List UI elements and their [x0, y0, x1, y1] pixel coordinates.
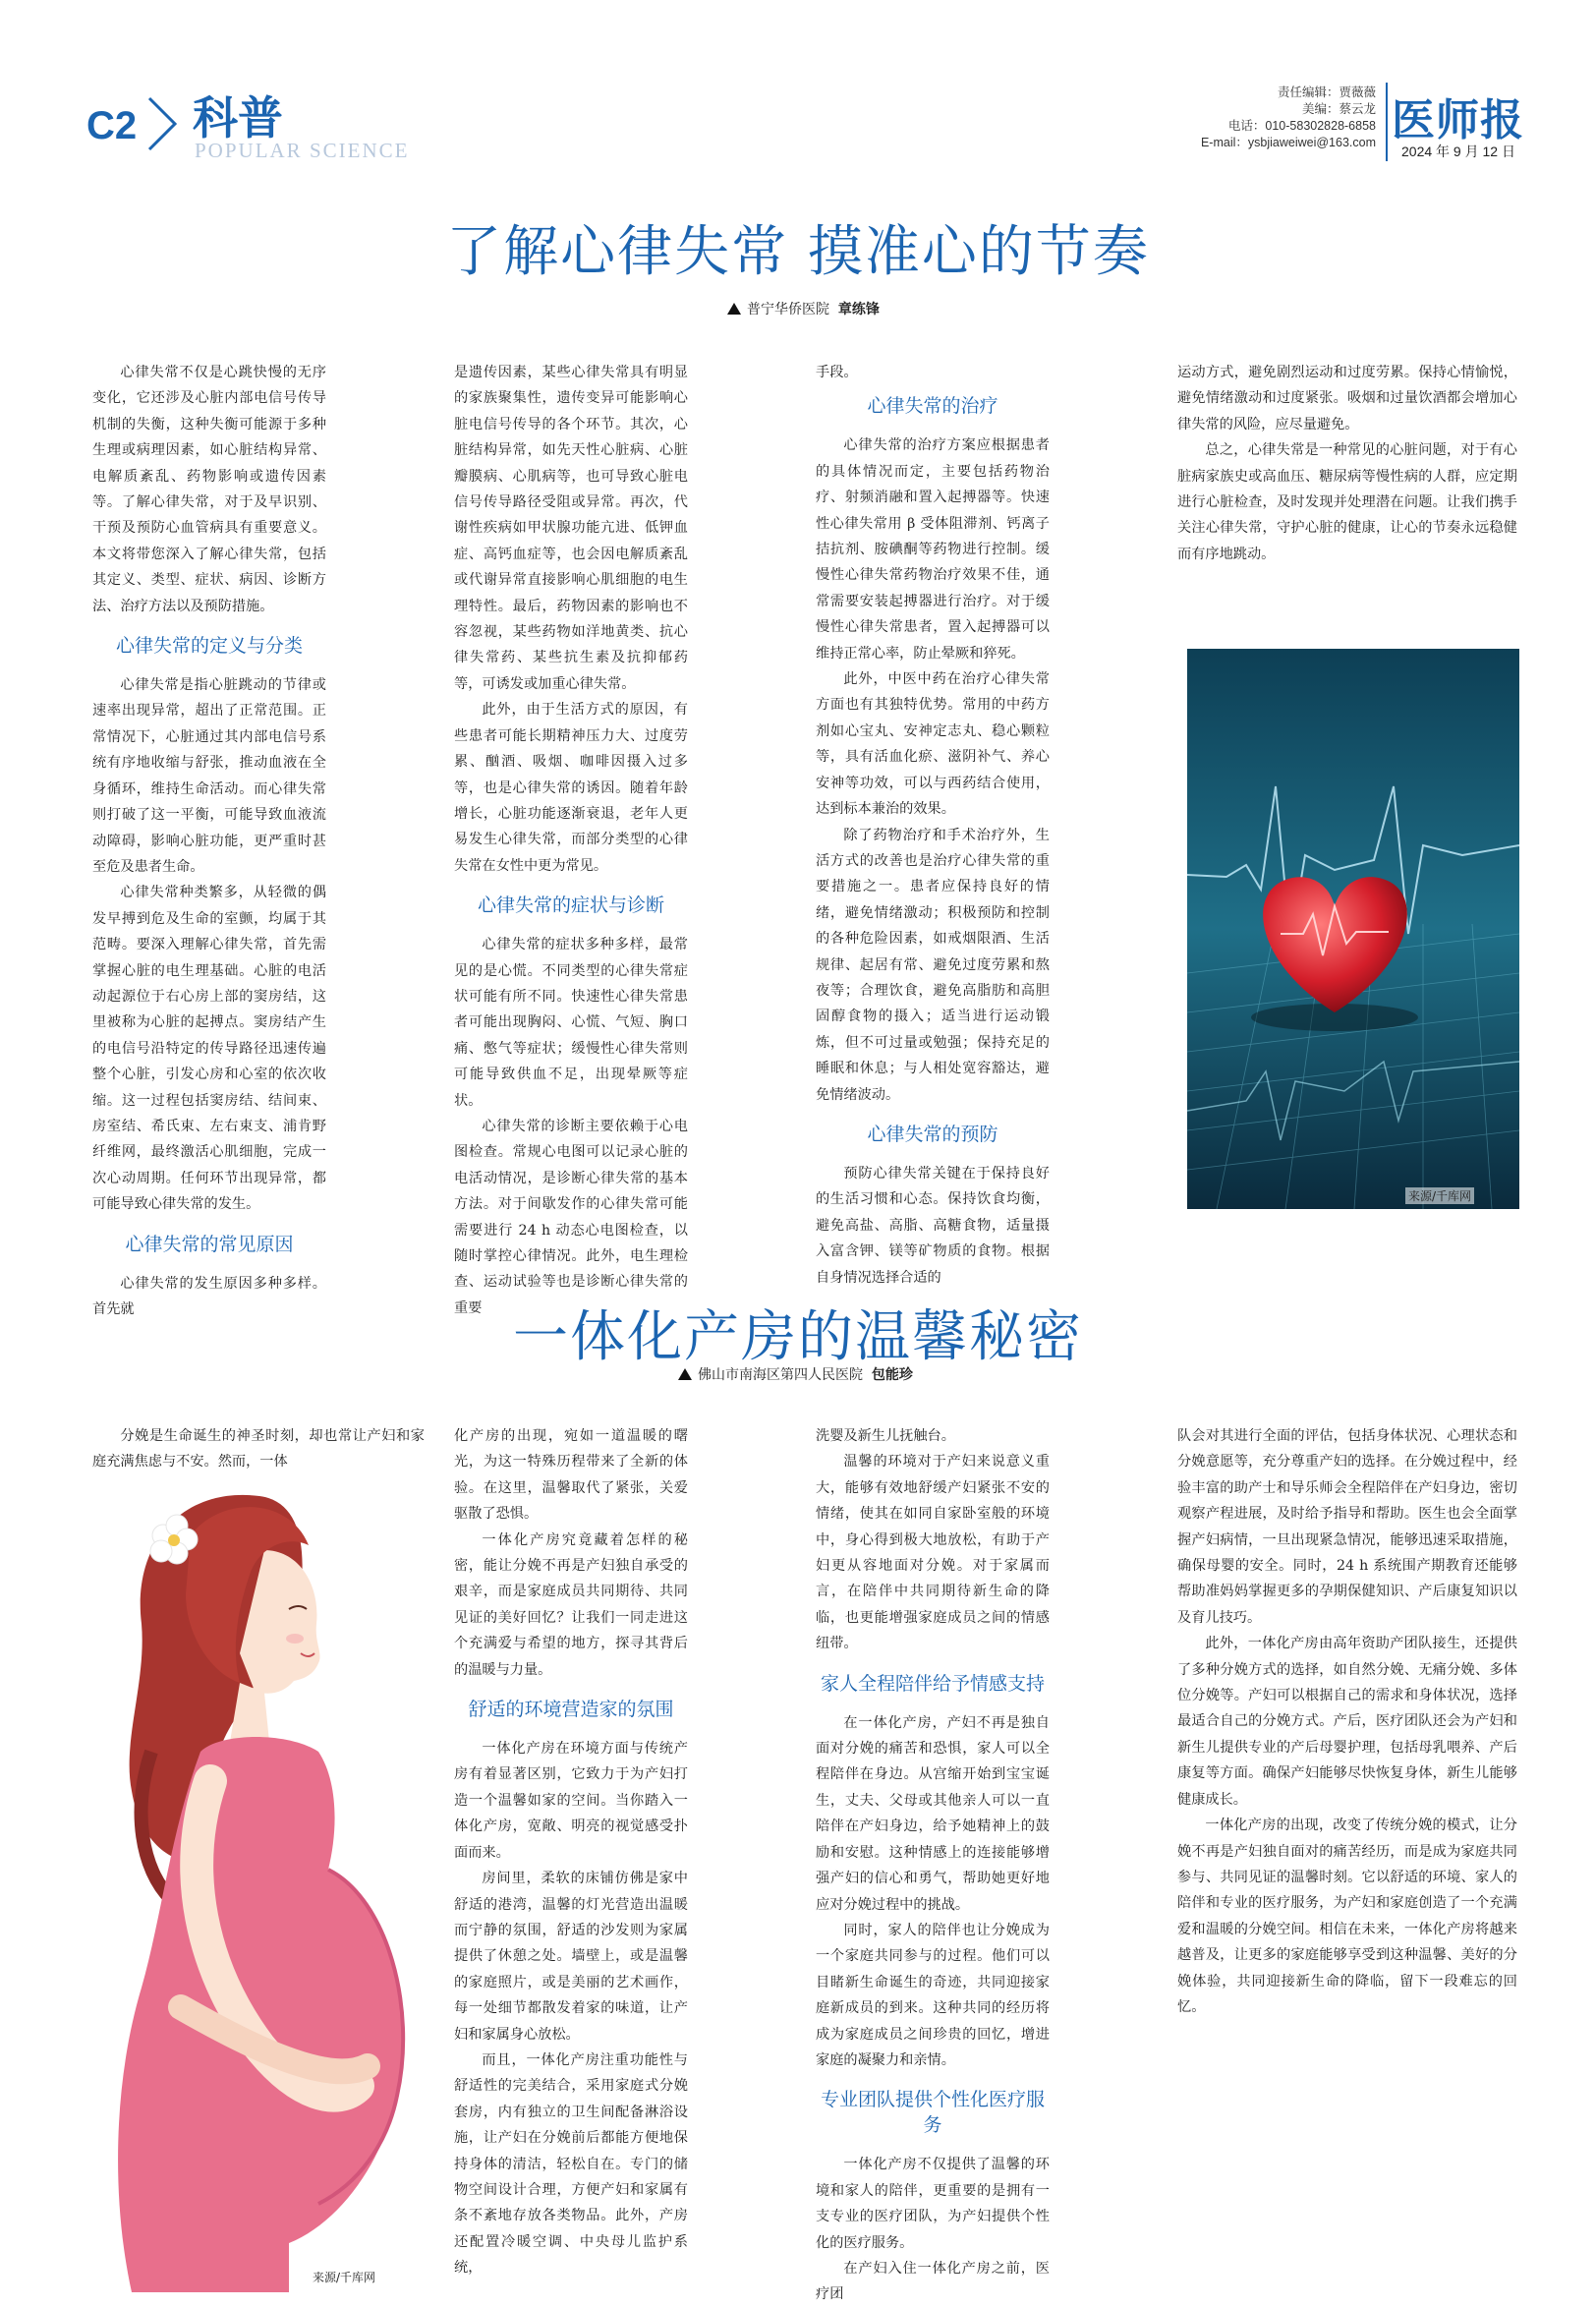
issue-date: 2024 年 9 月 12 日 — [1401, 144, 1515, 159]
paragraph: 是遗传因素，某些心律失常具有明显的家族聚集性，遗传变异可能影响心脏电信号传导的各个环节。其次，心脏结构异常，如先天性心脏病、心脏瓣膜病、心肌病等，也可导致心脏电信号传导路径受阻或异常。再次，代谢性疾病如甲状腺功能亢进、低钾血症、高钙血症等，也会因电解质紊乱或代谢异常直接影响心肌细胞的电生理特性。最后，药物因素的影响也不容忽视，某些药物如洋地黄类、抗心律失常药、某些抗生素及抗抑郁药等，可诱发或加重心律失常。 — [454, 365, 688, 692]
article-1-column-2 — [454, 360, 688, 1321]
paragraph: 心律失常种类繁多，从轻微的偶发早搏到危及生命的室颤，均属于其范畴。要深入理解心律失常，首先需掌握心脏的电生理基础。心脏的电活动起源位于右心房上部的窦房结，这里被称为心脏的起搏点。窦房结产生的电信号沿特定的传导路径迅速传遍整个心脏，引发心房和心室的依次收缩。这一过程包括窦房结、结间束、房室结、希氏束、左右束支、浦肯野纤维网，最终激活心肌细胞，完成一次心动周期。任何环节出现异常，都可能导致心律失常的发生。 — [92, 885, 326, 1213]
section-heading: 心律失常的预防 — [867, 1123, 998, 1145]
article-2-column-4 — [1177, 1423, 1517, 2020]
paragraph: 一体化产房不仅提供了温馨的环境和家人的陪伴，更重要的是拥有一支专业的医疗团队，为产妇提供个性化的医疗服务。 — [816, 2157, 1050, 2251]
section-heading: 专业团队提供个性化医疗服务 — [820, 2089, 1045, 2137]
paragraph: 在一体化产房，产妇不再是独自面对分娩的痛苦和恐惧，家人可以全程陪伴在身边。从宫缩开始到宝宝诞生，丈夫、父母或其他亲人可以一直陪伴在产妇身边，给予她精神上的鼓励和安慰。这种情感上的连接能够增强产妇的信心和勇气，帮助她更好地应对分娩过程中的挑战。 — [816, 1714, 1050, 1913]
article-2-byline: 佛山市南海区第四人民医院 包能珍 — [678, 1364, 913, 1384]
paragraph: 一体化产房究竟藏着怎样的秘密，能让分娩不再是产妇独自承受的艰辛，而是家庭成员共同期待、共同见证的美好回忆？让我们一同走进这个充满爱与希望的地方，探寻其背后的温暖与力量。 — [454, 1531, 688, 1678]
paragraph: 分娩是生命诞生的神圣时刻，却也常让产妇和家庭充满焦虑与不安。然而，一体 — [92, 1428, 425, 1471]
image-credit: 来源/千库网 — [313, 2271, 376, 2284]
editor-credit: 责任编辑：贾薇薇 — [1277, 86, 1376, 99]
triangle-icon — [678, 1368, 692, 1380]
article-1-column-1 — [92, 360, 326, 1322]
header-divider — [1386, 83, 1388, 161]
section-title: 科普 — [193, 91, 283, 144]
paragraph: 心律失常是指心脏跳动的节律或速率出现异常，超出了正常范围。正常情况下，心脏通过其内部电信号系统有序地收缩与舒张，推动血液在全身循环，维持生命活动。而心律失常则打破了这一平衡，可能导致血液流动障碍，影响心脏功能，更严重时甚至危及患者生命。 — [92, 677, 326, 875]
pregnant-woman-icon — [92, 1457, 427, 2292]
paragraph: 一体化产房在环境方面与传统产房有着显著区别，它致力于为产妇打造一个温馨如家的空间。当你踏入一体化产房，宽敞、明亮的视觉感受扑面而来。 — [454, 1741, 688, 1861]
paragraph: 运动方式，避免剧烈运动和过度劳累。保持心情愉悦，避免情绪激动和过度紧张。吸烟和过量饮酒都会增加心律失常的风险，应尽量避免。 — [1177, 365, 1517, 433]
paragraph: 总之，心律失常是一种常见的心脏问题，对于有心脏病家族史或高血压、糖尿病等慢性病的人群，应定期进行心脏检查，及时发现并处理潜在问题。让我们携手关注心律失常，守护心脏的健康，让心的节奏永远稳健而有序地跳动。 — [1177, 442, 1517, 562]
article-1-byline: 普宁华侨医院 章练锋 — [727, 299, 880, 318]
paragraph: 化产房的出现，宛如一道温暖的曙光，为这一特殊历程带来了全新的体验。在这里，温馨取代了紧张，关爱驱散了恐惧。 — [454, 1428, 688, 1523]
section-heading: 心律失常的定义与分类 — [115, 635, 303, 658]
heart-illustration — [1187, 649, 1519, 1209]
article-1-column-3 — [816, 360, 1050, 1291]
paragraph: 同时，家人的陪伴也让分娩成为一个家庭共同参与的过程。他们可以目睹新生命诞生的奇迹，共同迎接家庭新成员的到来。这种共同的经历将成为家庭成员之间珍贵的回忆，增进家庭的凝聚力和亲情。 — [816, 1922, 1050, 2068]
section-heading: 心律失常的症状与诊断 — [477, 894, 664, 917]
article-2-column-3 — [816, 1423, 1050, 2308]
paragraph: 心律失常的诊断主要依赖于心电图检查。常规心电图可以记录心脏的电活动情况，是诊断心律失常的基本方法。对于间歇发作的心律失常可能需要进行 24 h 动态心电图检查，以随时掌控心律情况。此外，电生理检查、运动试验等也是诊断心律失常的重要 — [454, 1118, 688, 1316]
triangle-icon — [727, 303, 741, 315]
newspaper-brand: 医师报 — [1392, 95, 1524, 145]
paragraph: 心律失常的治疗方案应根据患者的具体情况而定，主要包括药物治疗、射频消融和置入起搏器等。快速性心律失常用 β 受体阻滞剂、钙离子拮抗剂、胺碘酮等药物进行控制。缓慢性心律失常药物治疗效果不佳，通常需要安装起搏器进行治疗。对于缓慢性心律失常患者，置入起搏器可以维持正常心率，防止晕厥和猝死。 — [816, 437, 1050, 662]
paragraph: 心律失常的发生原因多种多样。首先就 — [92, 1275, 326, 1317]
image-credit: 来源/千库网 — [1405, 1187, 1474, 1204]
email-address[interactable]: E-mail：ysbjiaweiwei@163.com — [1200, 136, 1376, 149]
section-heading: 心律失常的常见原因 — [125, 1233, 294, 1255]
paragraph: 洗婴及新生儿抚触台。 — [816, 1428, 955, 1444]
paragraph: 预防心律失常关键在于保持良好的生活习惯和心态。保持饮食均衡，避免高盐、高脂、高糖食物，适量摄入富含钾、镁等矿物质的食物。根据自身情况选择合适的 — [816, 1165, 1050, 1286]
art-credit: 美编：蔡云龙 — [1301, 102, 1376, 116]
paragraph: 除了药物治疗和手术治疗外，生活方式的改善也是治疗心律失常的重要措施之一。患者应保持良好的情绪，避免情绪激动；积极预防和控制的各种危险因素，如戒烟限酒、生活规律、起居有常、避免过度劳累和熬夜等；合理饮食，避免高脂肪和高胆固醇食物的摄入；适当进行运动锻炼，但不可过量或勉强；保持充足的睡眠和休息；与人相处宽容豁达，避免情绪波动。 — [816, 827, 1050, 1103]
paragraph: 手段。 — [816, 365, 858, 380]
pregnant-woman-illustration — [92, 1457, 427, 2292]
section-heading: 家人全程陪伴给予情感支持 — [820, 1672, 1045, 1695]
paragraph: 此外，由于生活方式的原因，有些患者可能长期精神压力大、过度劳累、酗酒、吸烟、咖啡因摄入过多等，也是心律失常的诱因。随着年龄增长，心脏功能逐渐衰退，老年人更易发生心律失常，而部分类型的心律失常在女性中更为常见。 — [454, 702, 688, 874]
heart-icon — [1187, 649, 1519, 1209]
paragraph: 房间里，柔软的床铺仿佛是家中舒适的港湾，温馨的灯光营造出温暖而宁静的氛围，舒适的沙发则为家属提供了休憩之处。墙壁上，或是温馨的家庭照片，或是美丽的艺术画作，每一处细节都散发着家的味道，让产妇和家属身心放松。 — [454, 1871, 688, 2043]
paragraph: 在产妇入住一体化产房之前，医疗团 — [816, 2260, 1050, 2303]
section-heading: 心律失常的治疗 — [867, 395, 998, 418]
paragraph: 温馨的环境对于产妇来说意义重大，能够有效地舒缓产妇紧张不安的情绪，使其在如同自家卧室般的环境中，身心得到极大地放松，有助于产妇更从容地面对分娩。对于家属而言，在陪伴中共同期待新生命的降临，也更能增强家庭成员之间的情感纽带。 — [816, 1454, 1050, 1652]
paragraph: 心律失常的症状多种多样，最常见的是心慌。不同类型的心律失常症状可能有所不同。快速性心律失常患者可能出现胸闷、心慌、气短、胸口痛、憋气等症状；缓慢性心律失常则可能导致供血不足，出现晕厥等症状。 — [454, 937, 688, 1109]
phone-number: 电话：010-58302828-6858 — [1227, 119, 1376, 133]
paragraph: 队会对其进行全面的评估，包括身体状况、心理状态和分娩意愿等，充分尊重产妇的选择。在分娩过程中，经验丰富的助产士和导乐师会全程陪伴在产妇身边，密切观察产程进展，及时给予指导和帮助。医生也会全面掌握产妇病情，一旦出现紧急情况，能够迅速采取措施，确保母婴的安全。同时，24 h 系统围产期教育还能够帮助准妈妈掌握更多的孕期保健知识、产后康复知识以及育儿技巧。 — [1177, 1428, 1517, 1626]
page-number: C2 — [86, 104, 138, 147]
paragraph: 此外，中医中药在治疗心律失常方面也有其独特优势。常用的中药方剂如心宝丸、安神定志丸、稳心颗粒等，具有活血化瘀、滋阴补气、养心安神等功效，可以与西药结合使用，达到标本兼治的效果。 — [816, 671, 1050, 818]
article-2-title: 一体化产房的温馨秘密 — [513, 1305, 1083, 1369]
article-1-column-4 — [1177, 360, 1517, 567]
section-heading: 舒适的环境营造家的氛围 — [468, 1699, 674, 1721]
article-2-column-2 — [454, 1423, 688, 2281]
paragraph: 心律失常不仅是心跳快慢的无序变化，它还涉及心脏内部电信号传导机制的失衡，这种失衡可能源于多种生理或病理因素，如心脏结构异常、电解质紊乱、药物影响或遗传因素等。了解心律失常，对于及早识别、干预及预防心血管病具有重要意义。本文将带您深入了解心律失常，包括其定义、类型、症状、病因、诊断方法、治疗方法以及预防措施。 — [92, 365, 326, 614]
paragraph: 此外，一体化产房由高年资助产团队接生，还提供了多种分娩方式的选择，如自然分娩、无痛分娩、多体位分娩等。产妇可以根据自己的需求和身体状况，选择最适合自己的分娩方式。产后，医疗团队还会为产妇和新生儿提供专业的产后母婴护理，包括母乳喂养、产后康复等方面。确保产妇能够尽快恢复身体，新生儿能够健康成长。 — [1177, 1636, 1517, 1808]
article-1-title: 了解心律失常 摸准心的节奏 — [446, 220, 1150, 284]
section-subtitle: POPULAR SCIENCE — [195, 139, 410, 162]
chevron-right-icon — [145, 94, 181, 153]
paragraph: 一体化产房的出现，改变了传统分娩的模式，让分娩不再是产妇独自面对的痛苦经历，而是成为家庭共同参与、共同见证的温馨时刻。它以舒适的环境、家人的陪伴和专业的医疗服务，为产妇和家庭创造了一个充满爱和温暖的分娩空间。相信在未来，一体化产房将越来越普及，让更多的家庭能够享受到这种温馨、美好的分娩体验，共同迎接新生命的降临，留下一段难忘的回忆。 — [1177, 1818, 1517, 2015]
paragraph: 而且，一体化产房注重功能性与舒适性的完美结合，采用家庭式分娩套房，内有独立的卫生间配备淋浴设施，让产妇在分娩前后都能方便地保持身体的清洁，轻松自在。专门的储物空间设计合理，方便产妇和家属有条不紊地存放各类物品。此外，产房还配置冷暖空调、中央母儿监护系统， — [454, 2051, 688, 2277]
